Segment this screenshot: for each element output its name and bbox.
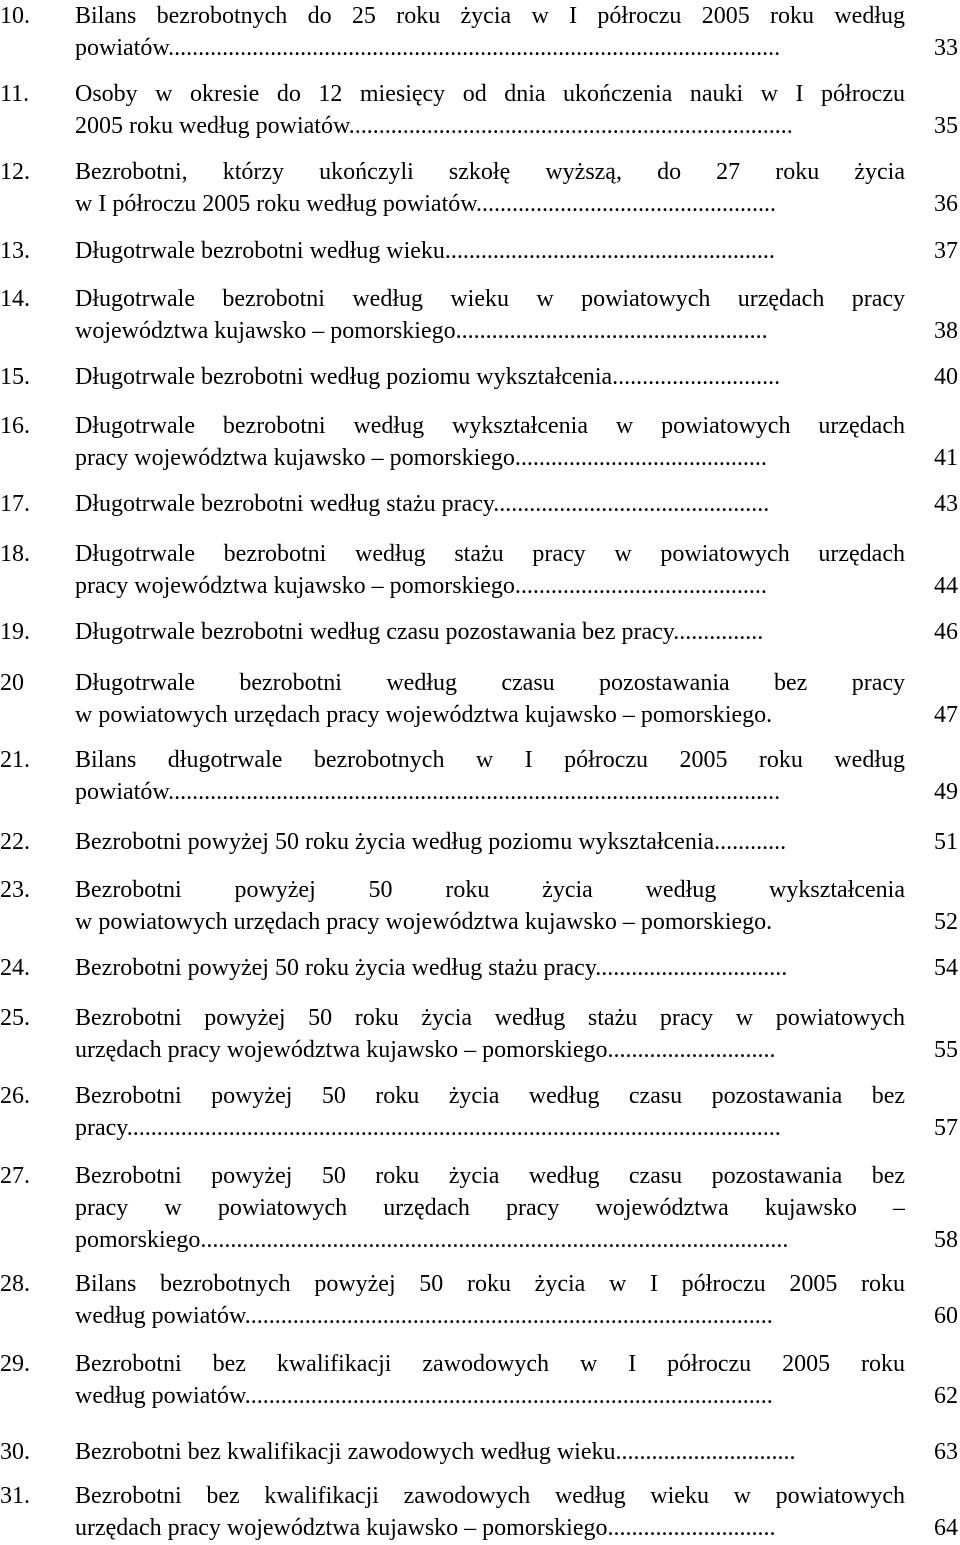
toc-entry [0, 1436, 960, 1468]
toc-entry-page-number: 43 [934, 491, 958, 517]
toc-entry-title-line: Bezrobotni powyżej 50 roku życia według poziomu wykształcenia............ [75, 829, 787, 855]
toc-entry-number: 26. [0, 1083, 30, 1109]
toc-entry-number: 21. [0, 747, 30, 773]
toc-entry [0, 744, 960, 808]
toc-entry-title-line: pracy w powiatowych urzędach pracy województwa kujawsko – [75, 1195, 905, 1221]
toc-entry-title-line: Bezrobotni bez kwalifikacji zawodowych według wieku w powiatowych [75, 1483, 905, 1509]
toc-entry-title-line: Bezrobotni, którzy ukończyli szkołę wyższą, do 27 roku życia [75, 159, 905, 185]
toc-entry-page-number: 37 [934, 238, 958, 264]
toc-entry-title-line: Bezrobotni powyżej 50 roku życia według czasu pozostawania bez [75, 1163, 905, 1189]
toc-entry [0, 488, 960, 520]
toc-entry-number: 28. [0, 1271, 30, 1297]
toc-entry-title-line: w powiatowych urzędach pracy województwa kujawsko – pomorskiego. [75, 909, 773, 935]
toc-entry-page-number: 63 [934, 1439, 958, 1465]
toc-entry-title-line: Bezrobotni powyżej 50 roku życia według stażu pracy w powiatowych [75, 1005, 905, 1031]
toc-entry-page-number: 38 [934, 318, 958, 344]
toc-entry-number: 20 [0, 670, 24, 696]
toc-entry [0, 283, 960, 347]
toc-entry [0, 538, 960, 602]
toc-entry-title-line: według powiatów........................................................................................ [75, 1383, 773, 1409]
toc-entry-title-line: powiatów...................................................................................................... [75, 779, 781, 805]
toc-entry-title-line: Bezrobotni powyżej 50 roku życia według czasu pozostawania bez [75, 1083, 905, 1109]
toc-entry-title-line: Długotrwale bezrobotni według wieku....................................................... [75, 238, 775, 264]
toc-entry [0, 1268, 960, 1332]
toc-entry-number: 18. [0, 541, 30, 567]
toc-entry-title-line: Bilans długotrwale bezrobotnych w I półroczu 2005 roku według [75, 747, 905, 773]
toc-entry-page-number: 36 [934, 191, 958, 217]
toc-entry [0, 361, 960, 393]
toc-entry-number: 13. [0, 238, 30, 264]
toc-entry-number: 14. [0, 286, 30, 312]
toc-entry-number: 12. [0, 159, 30, 185]
toc-entry [0, 156, 960, 220]
toc-entry-page-number: 35 [934, 113, 958, 139]
toc-entry [0, 410, 960, 474]
toc-entry [0, 952, 960, 984]
toc-entry-title-line: 2005 roku według powiatów.......................................................................... [75, 113, 793, 139]
toc-entry [0, 1160, 960, 1256]
toc-entry [0, 235, 960, 267]
toc-entry [0, 1480, 960, 1544]
toc-entry-title-line: Długotrwale bezrobotni według wykształcenia w powiatowych urzędach [75, 413, 905, 439]
toc-entry-page-number: 33 [934, 35, 958, 61]
toc-entry-title-line: Długotrwale bezrobotni według czasu pozostawania bez pracy [75, 670, 905, 696]
toc-entry-number: 29. [0, 1351, 30, 1377]
toc-entry-title-line: Bezrobotni bez kwalifikacji zawodowych w I półroczu 2005 roku [75, 1351, 905, 1377]
toc-entry-page-number: 51 [934, 829, 958, 855]
toc-entry [0, 667, 960, 731]
toc-entry-title-line: Długotrwale bezrobotni według poziomu wykształcenia............................ [75, 364, 781, 390]
toc-entry-number: 16. [0, 413, 30, 439]
toc-entry-title-line: Bilans bezrobotnych powyżej 50 roku życia w I półroczu 2005 roku [75, 1271, 905, 1297]
toc-entry-title-line: pomorskiego.................................................................................................. [75, 1227, 789, 1253]
toc-entry-page-number: 57 [934, 1115, 958, 1141]
toc-entry [0, 616, 960, 648]
toc-entry-page-number: 55 [934, 1037, 958, 1063]
toc-entry-page-number: 41 [934, 445, 958, 471]
toc-entry [0, 78, 960, 142]
toc-entry-title-line: Osoby w okresie do 12 miesięcy od dnia ukończenia nauki w I półroczu [75, 81, 905, 107]
toc-entry-number: 27. [0, 1163, 30, 1189]
toc-entry-title-line: Długotrwale bezrobotni według czasu pozostawania bez pracy............... [75, 619, 764, 645]
toc-entry-number: 11. [0, 81, 30, 107]
toc-entry-title-line: Bilans bezrobotnych do 25 roku życia w I półroczu 2005 roku według [75, 3, 905, 29]
toc-entry-title-line: urzędach pracy województwa kujawsko – pomorskiego............................ [75, 1037, 776, 1063]
toc-entry-page-number: 52 [934, 909, 958, 935]
toc-entry-title-line: pracy............................................................................................................. [75, 1115, 781, 1141]
toc-entry-title-line: Długotrwale bezrobotni według wieku w powiatowych urzędach pracy [75, 286, 905, 312]
toc-entry-title-line: Bezrobotni powyżej 50 roku życia według wykształcenia [75, 877, 905, 903]
toc-entry-title-line: Długotrwale bezrobotni według stażu pracy.............................................. [75, 491, 770, 517]
toc-entry-title-line: Bezrobotni bez kwalifikacji zawodowych według wieku.............................. [75, 1439, 796, 1465]
toc-entry-title-line: pracy województwa kujawsko – pomorskiego.......................................... [75, 573, 767, 599]
toc-entry-number: 31. [0, 1483, 30, 1509]
toc-entry-title-line: Długotrwale bezrobotni według stażu pracy w powiatowych urzędach [75, 541, 905, 567]
toc-entry-title-line: w powiatowych urzędach pracy województwa kujawsko – pomorskiego. [75, 702, 773, 728]
toc-entry-number: 19. [0, 619, 30, 645]
toc-entry-page-number: 49 [934, 779, 958, 805]
toc-entry-page-number: 64 [934, 1515, 958, 1541]
toc-entry-title-line: powiatów...................................................................................................... [75, 35, 781, 61]
toc-entry-number: 30. [0, 1439, 30, 1465]
toc-entry-page-number: 40 [934, 364, 958, 390]
toc-entry-number: 24. [0, 955, 30, 981]
toc-entry-number: 23. [0, 877, 30, 903]
toc-entry-title-line: urzędach pracy województwa kujawsko – pomorskiego............................ [75, 1515, 776, 1541]
toc-entry-number: 25. [0, 1005, 30, 1031]
toc-entry-page-number: 54 [934, 955, 958, 981]
toc-entry-page-number: 60 [934, 1303, 958, 1329]
toc-entry [0, 1348, 960, 1412]
toc-entry [0, 0, 960, 64]
toc-entry [0, 1002, 960, 1066]
toc-entry-title-line: województwa kujawsko – pomorskiego.................................................... [75, 318, 768, 344]
toc-entry-title-line: pracy województwa kujawsko – pomorskiego.......................................... [75, 445, 767, 471]
toc-entry-number: 22. [0, 829, 30, 855]
toc-entry-title-line: Bezrobotni powyżej 50 roku życia według stażu pracy................................ [75, 955, 788, 981]
toc-entry-page-number: 46 [934, 619, 958, 645]
toc-entry [0, 826, 960, 858]
toc-entry-page-number: 47 [934, 702, 958, 728]
toc-entry-number: 15. [0, 364, 30, 390]
toc-entry-title-line: według powiatów........................................................................................ [75, 1303, 773, 1329]
toc-entry-page-number: 58 [934, 1227, 958, 1253]
toc-entry-page-number: 62 [934, 1383, 958, 1409]
toc-entry-number: 10. [0, 3, 30, 29]
toc-entry-page-number: 44 [934, 573, 958, 599]
toc-entry-number: 17. [0, 491, 30, 517]
toc-entry [0, 1080, 960, 1144]
toc-entry [0, 874, 960, 938]
toc-entry-title-line: w I półroczu 2005 roku według powiatów.................................................. [75, 191, 777, 217]
